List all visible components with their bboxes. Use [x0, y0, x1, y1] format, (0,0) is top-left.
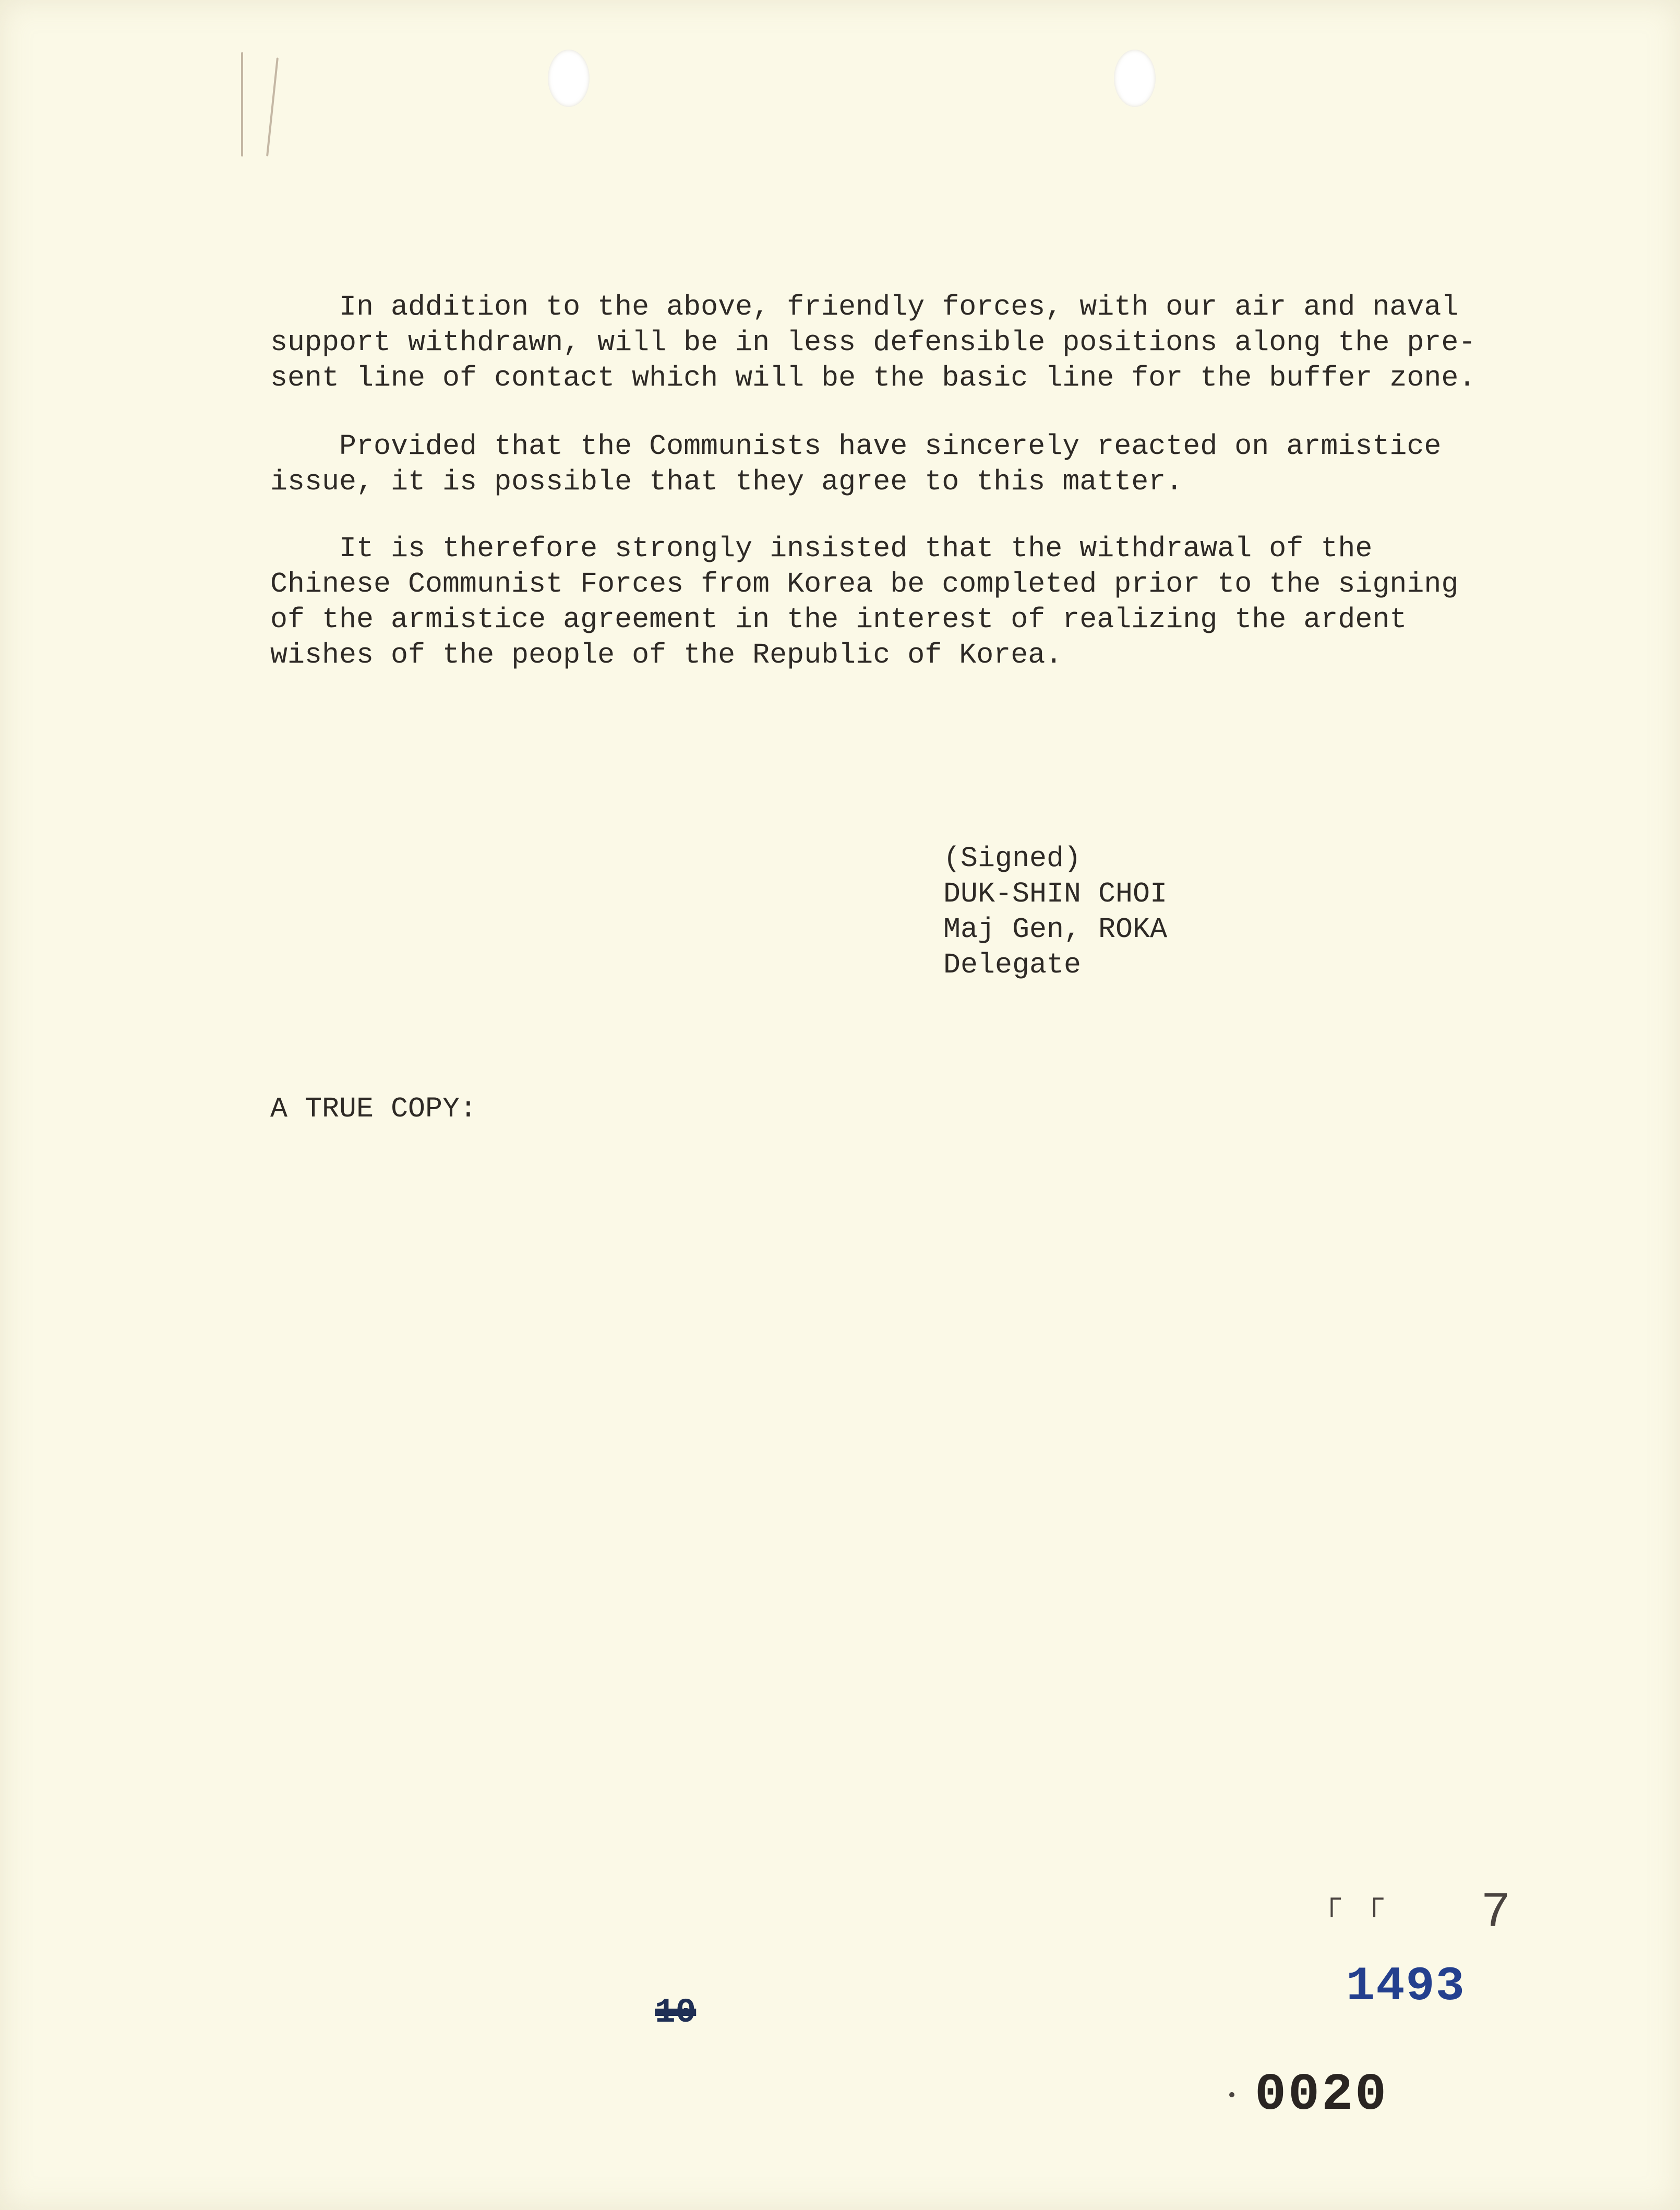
signer-name: DUK-SHIN CHOI: [943, 878, 1168, 910]
body-paragraph-2: [270, 429, 1502, 500]
text-line: of the armistice agreement in the interest of realizing the ardent: [270, 603, 1407, 636]
body-paragraph-3: [270, 531, 1502, 673]
signer-title: Delegate: [943, 948, 1082, 981]
signer-rank: Maj Gen, ROKA: [943, 913, 1168, 946]
smudged-number-stamp: 10: [655, 1993, 697, 2032]
blue-number-stamp: 1493: [1346, 1959, 1466, 2014]
archive-number-stamp: 0020: [1255, 2066, 1389, 2125]
text-line: Provided that the Communists have sincerely reacted on armistice: [270, 430, 1442, 463]
signature-block: [943, 841, 1167, 983]
text-line: It is therefore strongly insisted that the withdrawal of the: [270, 532, 1373, 565]
text-line: Chinese Communist Forces from Korea be completed prior to the signing: [270, 568, 1459, 600]
body-paragraph-1: [270, 290, 1502, 396]
text-line: support withdrawn, will be in less defensible positions along the pre-: [270, 326, 1476, 359]
stamp-dot: [1229, 2092, 1234, 2097]
pencil-mark: [241, 52, 243, 157]
text-line: In addition to the above, friendly forces, with our air and naval: [270, 291, 1459, 323]
partial-stamp: ┌ ┌: [1323, 1883, 1387, 1917]
text-line: wishes of the people of the Republic of Korea.: [270, 639, 1063, 671]
true-copy-label: A TRUE COPY:: [270, 1092, 477, 1125]
punch-hole-left: [548, 50, 590, 107]
signed-notation: (Signed): [943, 842, 1082, 875]
text-line: issue, it is possible that they agree to this matter.: [270, 465, 1183, 498]
page-number-stamp: 7: [1481, 1884, 1511, 1941]
pencil-mark: [266, 57, 279, 156]
punch-hole-right: [1114, 50, 1156, 107]
text-line: sent line of contact which will be the basic line for the buffer zone.: [270, 362, 1476, 394]
